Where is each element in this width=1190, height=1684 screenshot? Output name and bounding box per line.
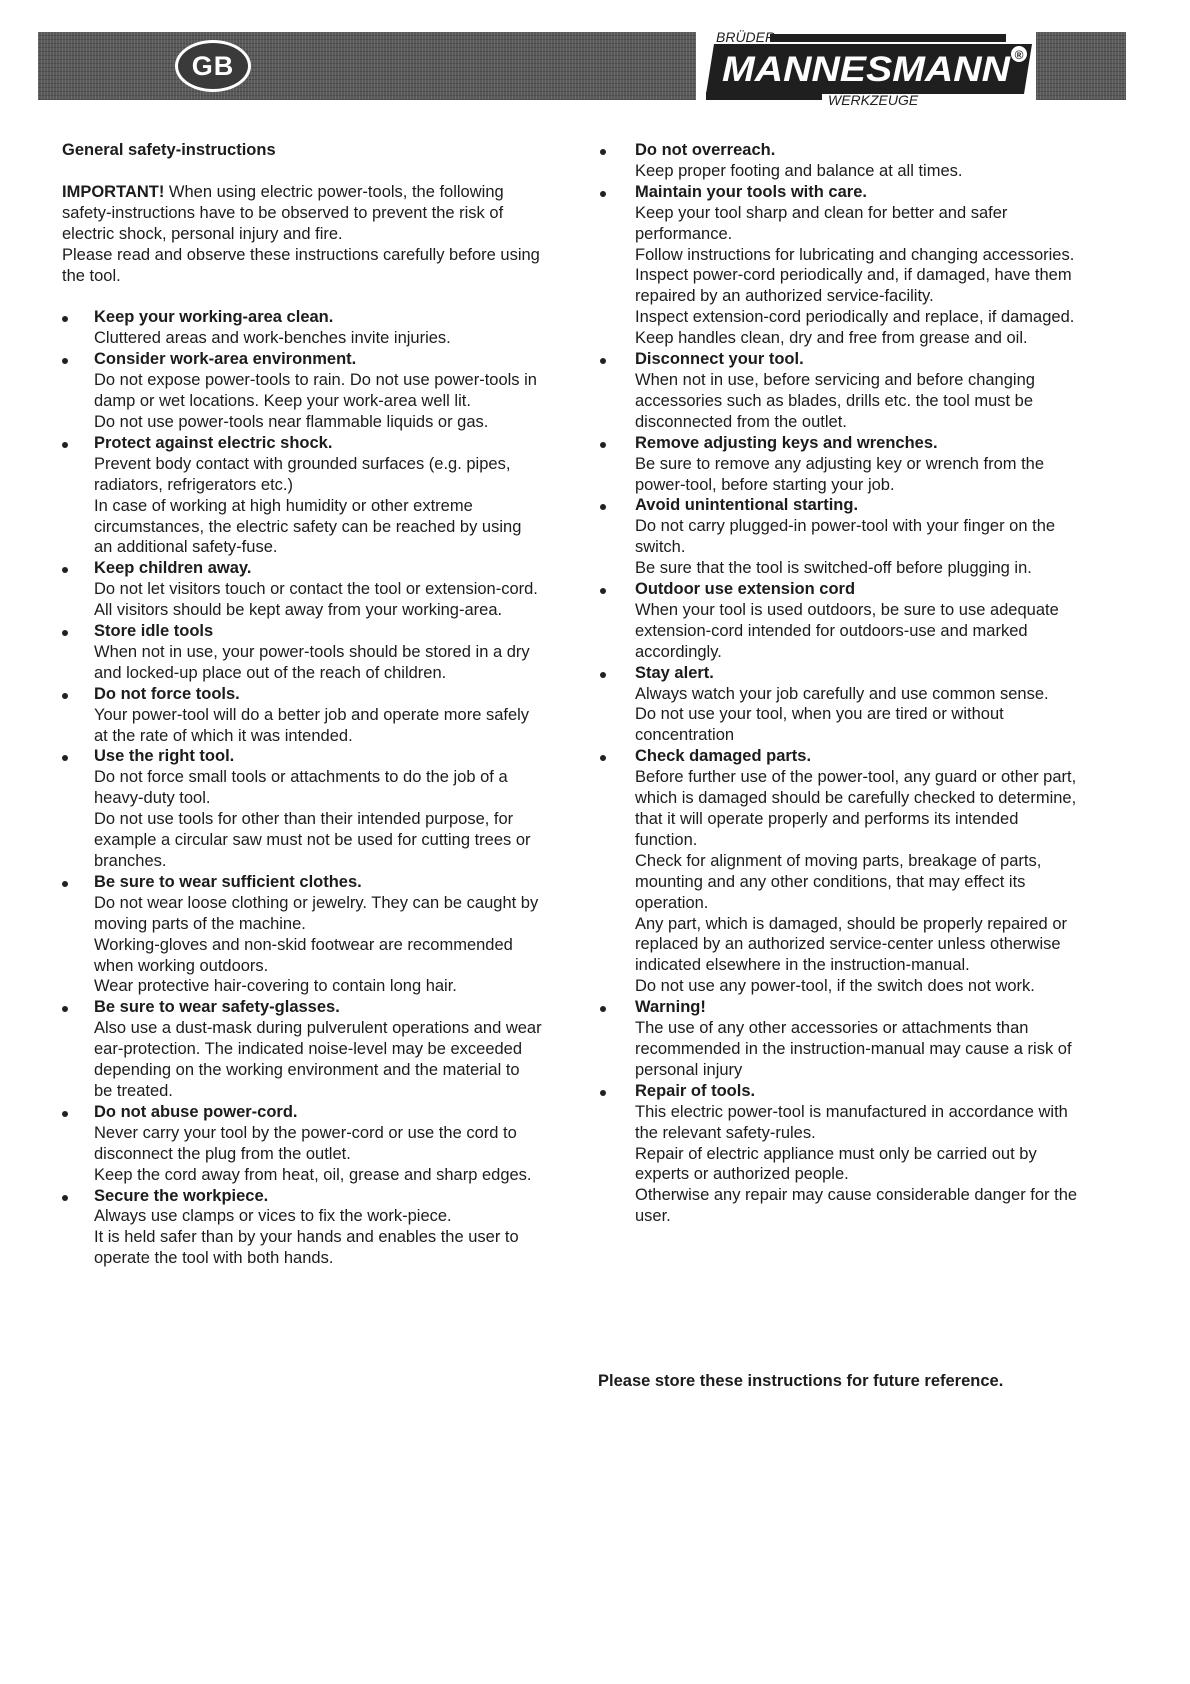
bullet-icon	[62, 1006, 68, 1012]
instruction-text: Do not carry plugged-in power-tool with your finger on the switch.	[635, 517, 1056, 557]
instruction-title: Repair of tools.	[635, 1081, 756, 1100]
logo-main-text: MANNESMANN	[722, 50, 1011, 89]
right-column	[598, 140, 1078, 1227]
instruction-item	[598, 579, 1078, 663]
instruction-item	[62, 1102, 542, 1186]
instruction-item	[598, 140, 1078, 182]
instruction-title: Check damaged parts.	[635, 747, 812, 766]
instruction-item	[598, 997, 1078, 1081]
instruction-text: Repair of electric appliance must only be carried out by experts or authorized people.	[635, 1144, 1037, 1184]
instruction-text: Do not let visitors touch or contact the tool or extension-cord. All visitors should be kept away from your working-area.	[94, 580, 538, 620]
instruction-text: Check for alignment of moving parts, breakage of parts, mounting and any other conditions, that may effect its operation.	[635, 851, 1042, 912]
bullet-icon	[62, 1111, 68, 1117]
instruction-item	[598, 433, 1078, 496]
instruction-text: Your power-tool will do a better job and operate more safely at the rate of which it was intended.	[94, 705, 530, 745]
instruction-item	[62, 997, 542, 1102]
instruction-title: Be sure to wear safety-glasses.	[94, 998, 340, 1017]
footer-note: Please store these instructions for future reference.	[598, 1372, 1004, 1390]
bullet-icon	[600, 755, 606, 761]
bullet-icon	[62, 442, 68, 448]
bullet-icon	[62, 567, 68, 573]
instruction-text: Do not wear loose clothing or jewelry. They can be caught by moving parts of the machine.	[94, 893, 539, 933]
bullet-icon	[600, 1090, 606, 1096]
instruction-title: Use the right tool.	[94, 747, 235, 766]
left-column	[62, 140, 542, 1269]
intro	[62, 182, 542, 287]
instruction-title: Store idle tools	[94, 622, 214, 641]
right-instruction-list	[598, 140, 1078, 1227]
bullet-icon	[600, 504, 606, 510]
instruction-title: Outdoor use extension cord	[635, 580, 856, 599]
bullet-icon	[62, 1195, 68, 1201]
bullet-icon	[62, 358, 68, 364]
bullet-icon	[62, 755, 68, 761]
instruction-item	[62, 746, 542, 871]
logo-top-text: BRÜDER	[716, 29, 776, 45]
instruction-item	[598, 495, 1078, 579]
bullet-icon	[600, 191, 606, 197]
intro-paragraph	[62, 182, 542, 245]
instruction-item	[598, 663, 1078, 747]
instruction-title: Do not abuse power-cord.	[94, 1102, 298, 1121]
registered-mark: ®	[1014, 48, 1024, 62]
instruction-text: Prevent body contact with grounded surfaces (e.g. pipes, radiators, refrigerators etc.)	[94, 454, 511, 494]
bullet-icon	[600, 672, 606, 678]
instruction-item	[598, 1081, 1078, 1227]
instruction-text: Do not use tools for other than their intended purpose, for example a circular saw must not be used for cutting trees or branches.	[94, 810, 531, 870]
instruction-text: Inspect power-cord periodically and, if damaged, have them repaired by an authorized service-facility.	[635, 266, 1072, 306]
instruction-text: It is held safer than by your hands and enables the user to operate the tool with both hands.	[94, 1228, 519, 1268]
logo-bottom-text: WERKZEUGE	[828, 92, 919, 106]
instruction-text: Be sure that the tool is switched-off before plugging in.	[635, 559, 1032, 578]
instruction-text: Before further use of the power-tool, any guard or other part, which is damaged should be carefully checked to determine, that it will operate properly and performs its intended function.	[635, 768, 1077, 849]
instruction-title: Consider work-area environment.	[94, 350, 357, 369]
intro-paragraph-2: Please read and observe these instructions carefully before using the tool.	[62, 245, 540, 285]
brand-logo	[696, 26, 1036, 106]
instruction-item	[62, 307, 542, 349]
bullet-icon	[600, 588, 606, 594]
bullet-icon	[62, 630, 68, 636]
instruction-title: Avoid unintentional starting.	[635, 496, 859, 515]
instruction-title: Stay alert.	[635, 663, 714, 682]
instruction-title: Warning!	[635, 998, 706, 1017]
instruction-title: Keep children away.	[94, 559, 252, 578]
instruction-title: Secure the workpiece.	[94, 1186, 269, 1205]
instruction-text: This electric power-tool is manufactured in accordance with the relevant safety-rules.	[635, 1102, 1068, 1142]
instruction-title: Keep your working-area clean.	[94, 308, 334, 327]
instruction-item	[598, 746, 1078, 997]
instruction-item	[62, 433, 542, 558]
instruction-text: Be sure to remove any adjusting key or wrench from the power-tool, before starting your job.	[635, 454, 1045, 494]
instruction-text: Any part, which is damaged, should be properly repaired or replaced by an authorized service-center unless otherwise indicated elsewhere in the instruction-manual.	[635, 914, 1067, 975]
instruction-text: When not in use, before servicing and before changing accessories such as blades, drills etc. the tool must be disconnected from the outlet.	[635, 370, 1035, 431]
bullet-icon	[62, 881, 68, 887]
instruction-text: Do not expose power-tools to rain. Do not use power-tools in damp or wet locations. Keep your work-area well lit.	[94, 371, 537, 411]
instruction-text: Always use clamps or vices to fix the work-piece.	[94, 1207, 452, 1226]
bullet-icon	[62, 316, 68, 322]
instruction-text: Keep your tool sharp and clean for better and safer performance.	[635, 203, 1008, 243]
instruction-text: Keep handles clean, dry and free from grease and oil.	[635, 329, 1028, 348]
instruction-text: When your tool is used outdoors, be sure to use adequate extension-cord intended for outdoors-use and marked accordingly.	[635, 600, 1059, 661]
instruction-title: Do not overreach.	[635, 141, 776, 159]
instruction-title: Be sure to wear sufficient clothes.	[94, 872, 362, 891]
bullet-icon	[62, 693, 68, 699]
instruction-item	[62, 872, 542, 997]
instruction-text: In case of working at high humidity or other extreme circumstances, the electric safety can be reached by using an additional safety-fuse.	[94, 496, 522, 557]
instruction-text: Cluttered areas and work-benches invite injuries.	[94, 329, 451, 348]
instruction-text: Never carry your tool by the power-cord or use the cord to disconnect the plug from the outlet.	[94, 1123, 517, 1163]
important-label: IMPORTANT!	[62, 182, 165, 201]
instruction-item	[598, 349, 1078, 433]
bullet-icon	[600, 1006, 606, 1012]
bullet-icon	[600, 358, 606, 364]
instruction-title: Protect against electric shock.	[94, 433, 333, 452]
instruction-text: Inspect extension-cord periodically and replace, if damaged.	[635, 308, 1075, 327]
instruction-text: Do not use power-tools near flammable liquids or gas.	[94, 412, 489, 431]
instruction-text: Working-gloves and non-skid footwear are recommended when working outdoors.	[94, 935, 513, 975]
instruction-text: Follow instructions for lubricating and changing accessories.	[635, 245, 1075, 264]
left-instruction-list	[62, 307, 542, 1269]
instruction-text: Otherwise any repair may cause considerable danger for the user.	[635, 1186, 1078, 1226]
instruction-text: Also use a dust-mask during pulverulent operations and wear ear-protection. The indicated noise-level may be exceeded depending on the working environment and the material to be treated.	[94, 1019, 542, 1100]
intro-text: When using electric power-tools, the following safety-instructions have to be observed to prevent the risk of electric shock, personal injury and fire.	[62, 182, 504, 243]
instruction-title: Disconnect your tool.	[635, 350, 804, 369]
bullet-icon	[600, 149, 606, 155]
bullet-icon	[600, 442, 606, 448]
instruction-text: The use of any other accessories or attachments than recommended in the instruction-manual may cause a risk of personal injury	[635, 1019, 1072, 1079]
instruction-item	[62, 684, 542, 747]
instruction-text: Do not force small tools or attachments to do the job of a heavy-duty tool.	[94, 768, 508, 808]
instruction-text: Keep the cord away from heat, oil, grease and sharp edges.	[94, 1165, 532, 1184]
instruction-title: Maintain your tools with care.	[635, 182, 867, 201]
instruction-item	[62, 1186, 542, 1270]
instruction-text: Wear protective hair-covering to contain long hair.	[94, 977, 457, 996]
instruction-text: Do not use any power-tool, if the switch does not work.	[635, 977, 1035, 996]
instruction-text: When not in use, your power-tools should be stored in a dry and locked-up place out of the reach of children.	[94, 642, 530, 682]
instruction-text: Do not use your tool, when you are tired or without concentration	[635, 705, 1004, 745]
instruction-item	[62, 621, 542, 684]
instruction-title: Remove adjusting keys and wrenches.	[635, 433, 938, 452]
instruction-item	[62, 558, 542, 621]
instruction-item	[598, 182, 1078, 349]
language-badge: GB	[175, 40, 251, 92]
instruction-item	[62, 349, 542, 433]
instruction-text: Always watch your job carefully and use common sense.	[635, 684, 1049, 703]
instruction-title: Do not force tools.	[94, 684, 240, 703]
section-title: General safety-instructions	[62, 141, 276, 159]
instruction-text: Keep proper footing and balance at all times.	[635, 161, 963, 180]
